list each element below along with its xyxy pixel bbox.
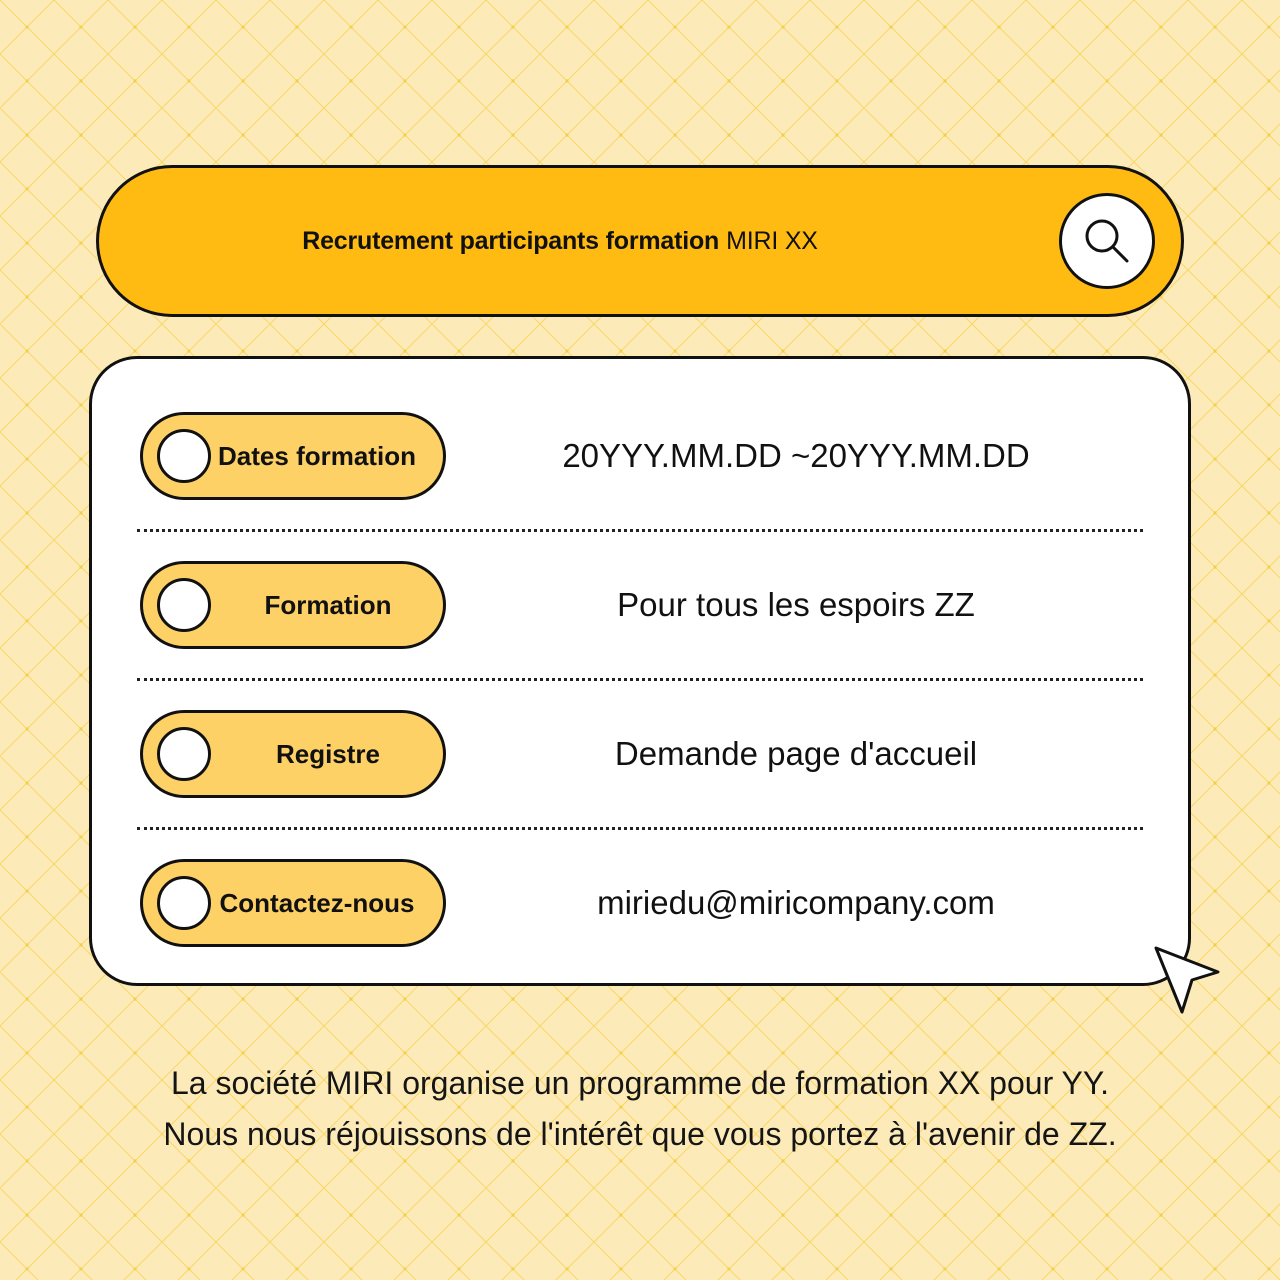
search-title-regular: MIRI XX bbox=[726, 226, 818, 255]
toggle-knob bbox=[157, 876, 211, 930]
toggle-knob bbox=[157, 578, 211, 632]
search-title bbox=[99, 168, 1021, 314]
toggle-contactez-nous[interactable] bbox=[140, 859, 446, 947]
dotted-divider bbox=[137, 678, 1143, 681]
footer-text bbox=[60, 1058, 1220, 1160]
info-row-registre bbox=[92, 710, 1188, 800]
toggle-registre[interactable] bbox=[140, 710, 446, 798]
search-title-bold: Recrutement participants formation bbox=[302, 226, 720, 255]
info-row-contact bbox=[92, 859, 1188, 949]
dotted-divider bbox=[137, 827, 1143, 830]
search-button[interactable] bbox=[1059, 193, 1155, 289]
toggle-label: Contactez-nous bbox=[219, 887, 415, 918]
info-row-dates bbox=[92, 412, 1188, 502]
info-card bbox=[89, 356, 1191, 986]
footer-line-1: La société MIRI organise un programme de formation XX pour YY. bbox=[171, 1065, 1109, 1101]
contact-email[interactable]: miriedu@miricompany.com bbox=[597, 884, 995, 921]
toggle-knob bbox=[157, 429, 211, 483]
info-value: 20YYY.MM.DD ~20YYY.MM.DD bbox=[562, 437, 1030, 474]
toggle-label: Formation bbox=[264, 589, 392, 620]
info-value: Demande page d'accueil bbox=[614, 735, 978, 772]
search-bar[interactable] bbox=[96, 165, 1184, 317]
toggle-knob bbox=[157, 727, 211, 781]
info-row-formation bbox=[92, 561, 1188, 651]
footer-line-2: Nous nous réjouissons de l'intérêt que vous portez à l'avenir de ZZ. bbox=[163, 1116, 1117, 1152]
toggle-label: Registre bbox=[275, 738, 381, 769]
toggle-formation[interactable] bbox=[140, 561, 446, 649]
dotted-divider bbox=[137, 529, 1143, 532]
mouse-pointer-icon bbox=[1148, 940, 1228, 1020]
toggle-dates-formation[interactable] bbox=[140, 412, 446, 500]
info-value: Pour tous les espoirs ZZ bbox=[617, 586, 975, 623]
search-icon bbox=[1081, 215, 1133, 267]
toggle-label: Dates formation bbox=[218, 440, 416, 471]
